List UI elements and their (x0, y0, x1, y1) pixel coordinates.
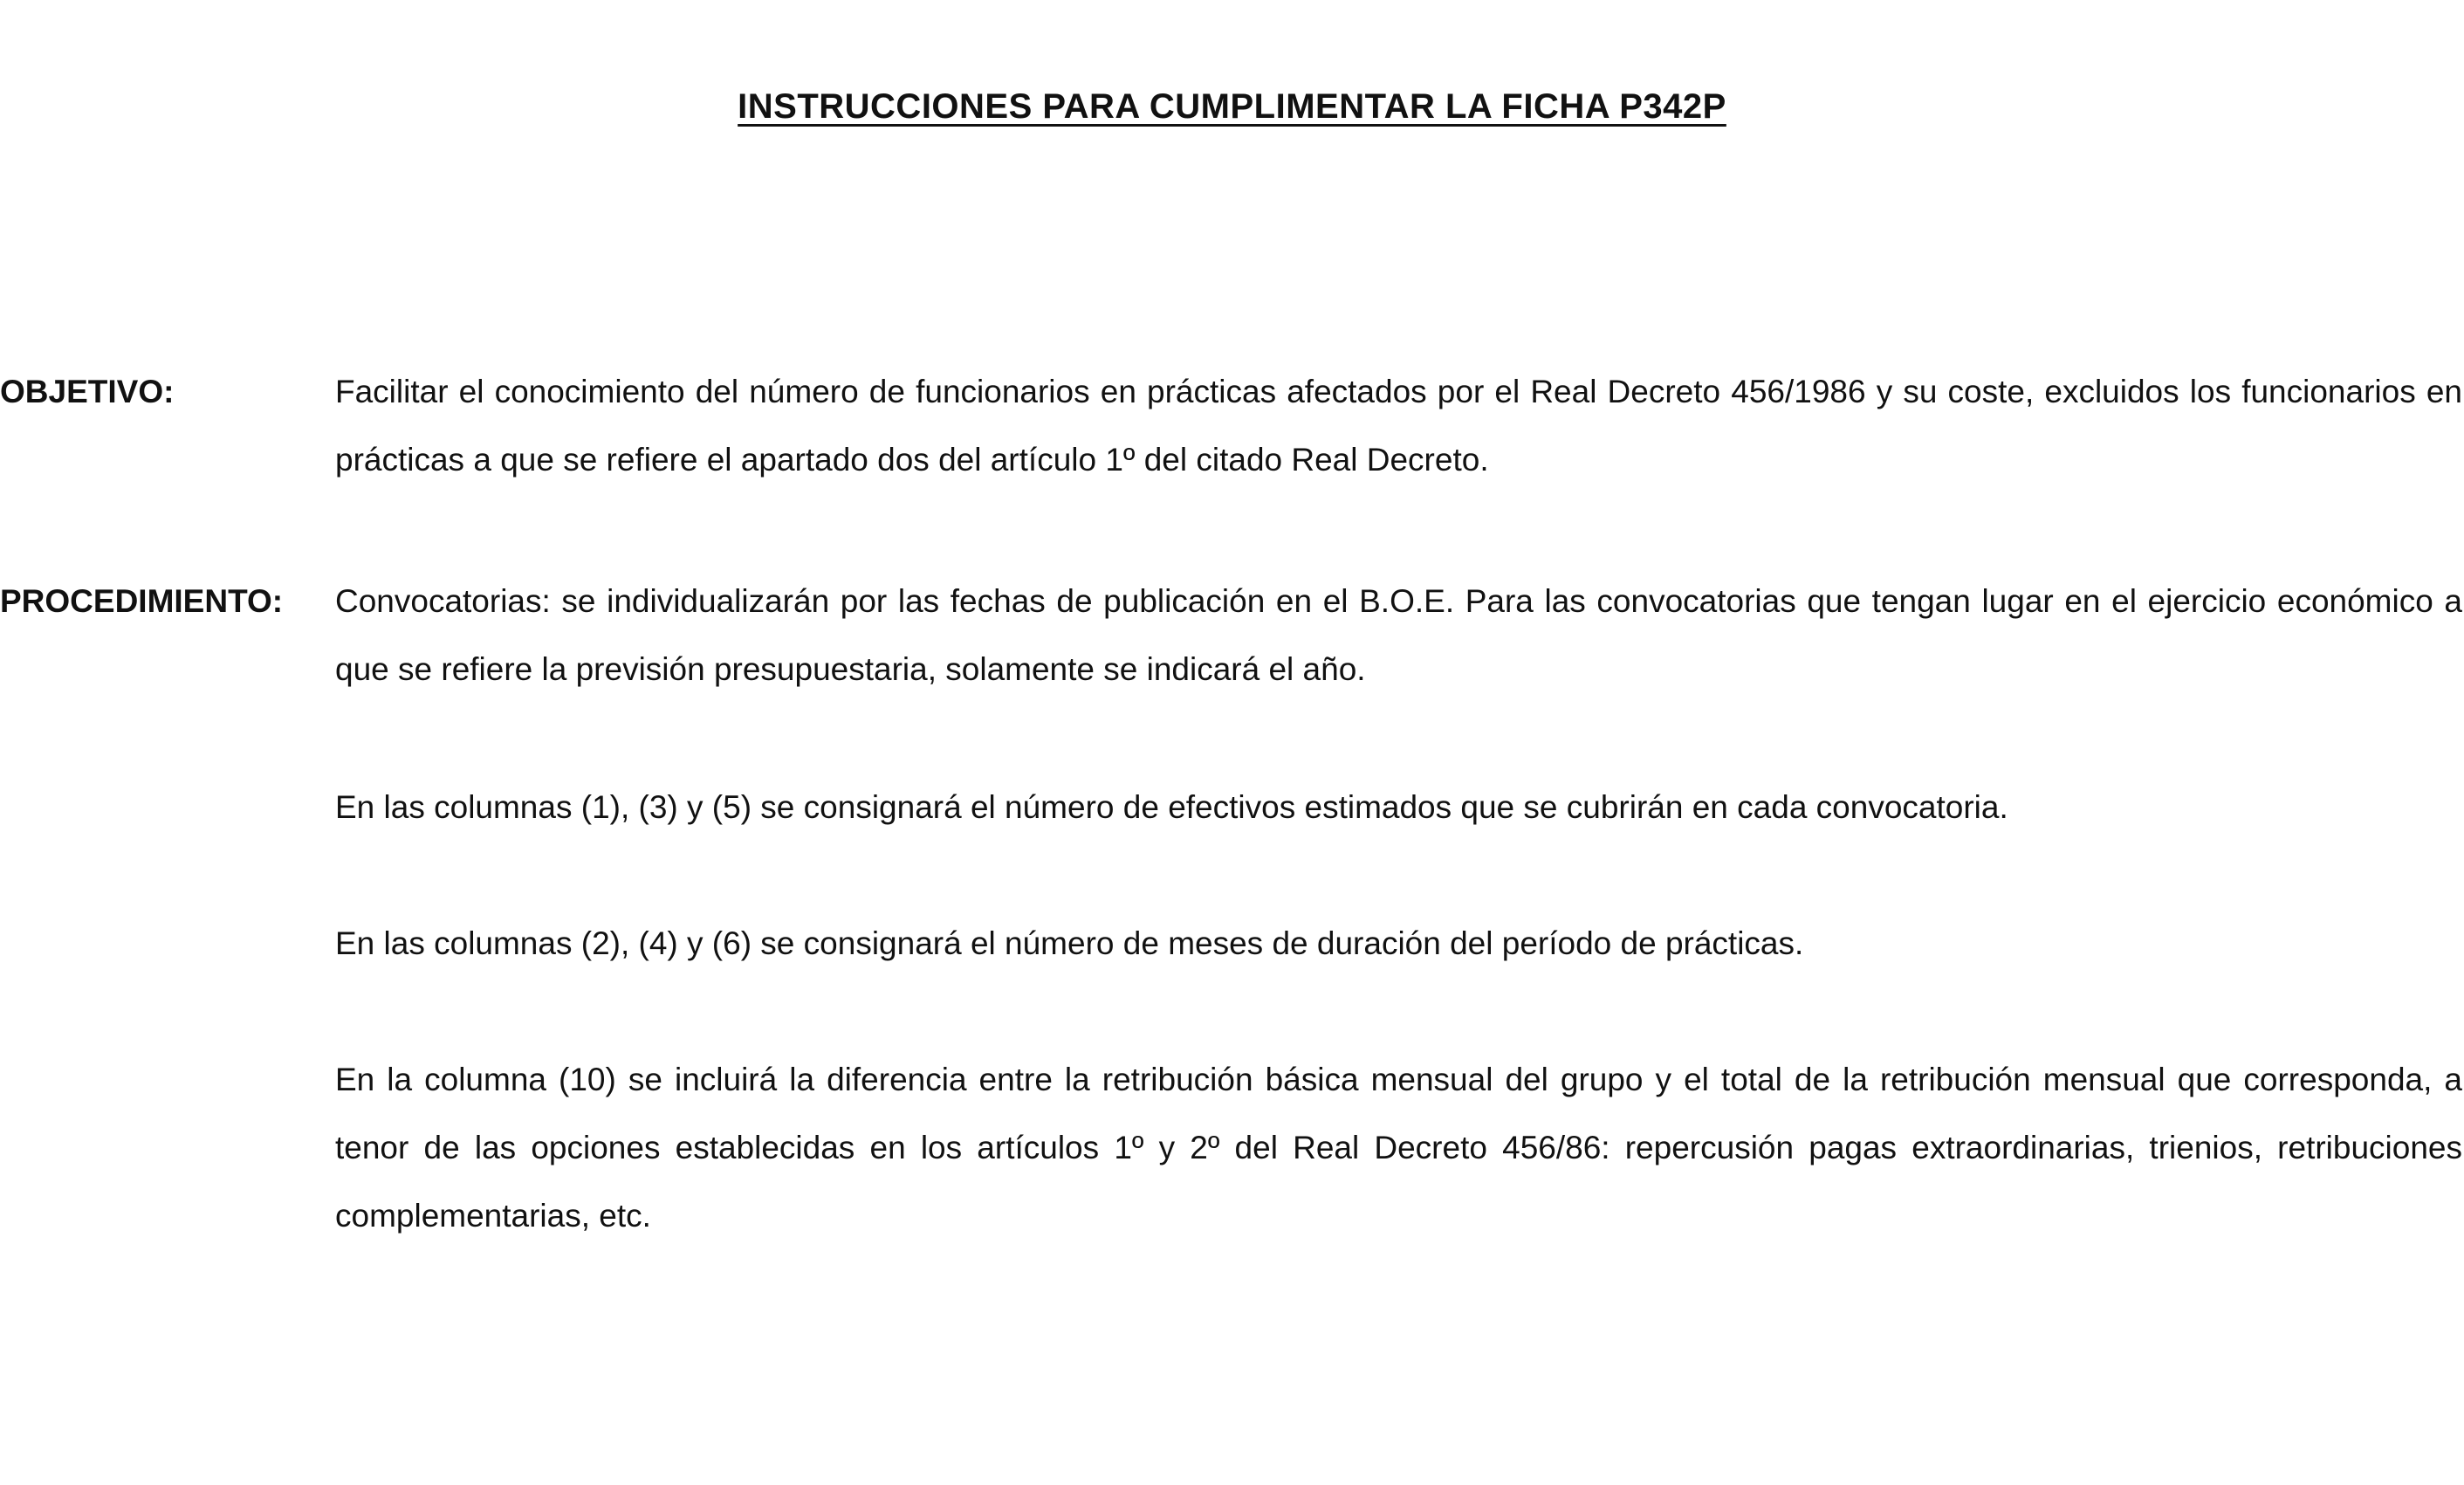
page-title: INSTRUCCIONES PARA CUMPLIMENTAR LA FICHA P342P (738, 87, 1726, 126)
procedimiento-paragraph-columnas-2-4-6: En las columnas (2), (4) y (6) se consignará el número de meses de duración del período de prácticas. (335, 925, 1804, 961)
objetivo-label: OBJETIVO: (0, 374, 175, 409)
procedimiento-paragraph-convocatorias: Convocatorias: se individualizarán por las fechas de publicación en el B.O.E. Para las convocatorias que tengan lugar en el ejercicio económico a que se refiere la previsión presupuestaria, solamente se indicará el año. (335, 583, 2462, 687)
procedimiento-label: PROCEDIMIENTO: (0, 583, 284, 619)
objetivo-text: Facilitar el conocimiento del número de funcionarios en prácticas afectados por el Real Decreto 456/1986 y su coste, excluidos los funcionarios en prácticas a que se refiere el apartado dos del artículo 1º del citado Real Decreto. (335, 374, 2462, 478)
procedimiento-paragraph-columnas-1-3-5: En las columnas (1), (3) y (5) se consignará el número de efectivos estimados que se cubrirán en cada convocatoria. (335, 789, 2008, 825)
procedimiento-paragraph-columna-10: En la columna (10) se incluirá la diferencia entre la retribución básica mensual del grupo y el total de la retribución mensual que corresponda, a tenor de las opciones establecidas en los artículos 1º y 2º del Real Decreto 456/86: repercusión pagas extraordinarias, trienios, retribuciones complementarias, etc. (335, 1062, 2462, 1234)
